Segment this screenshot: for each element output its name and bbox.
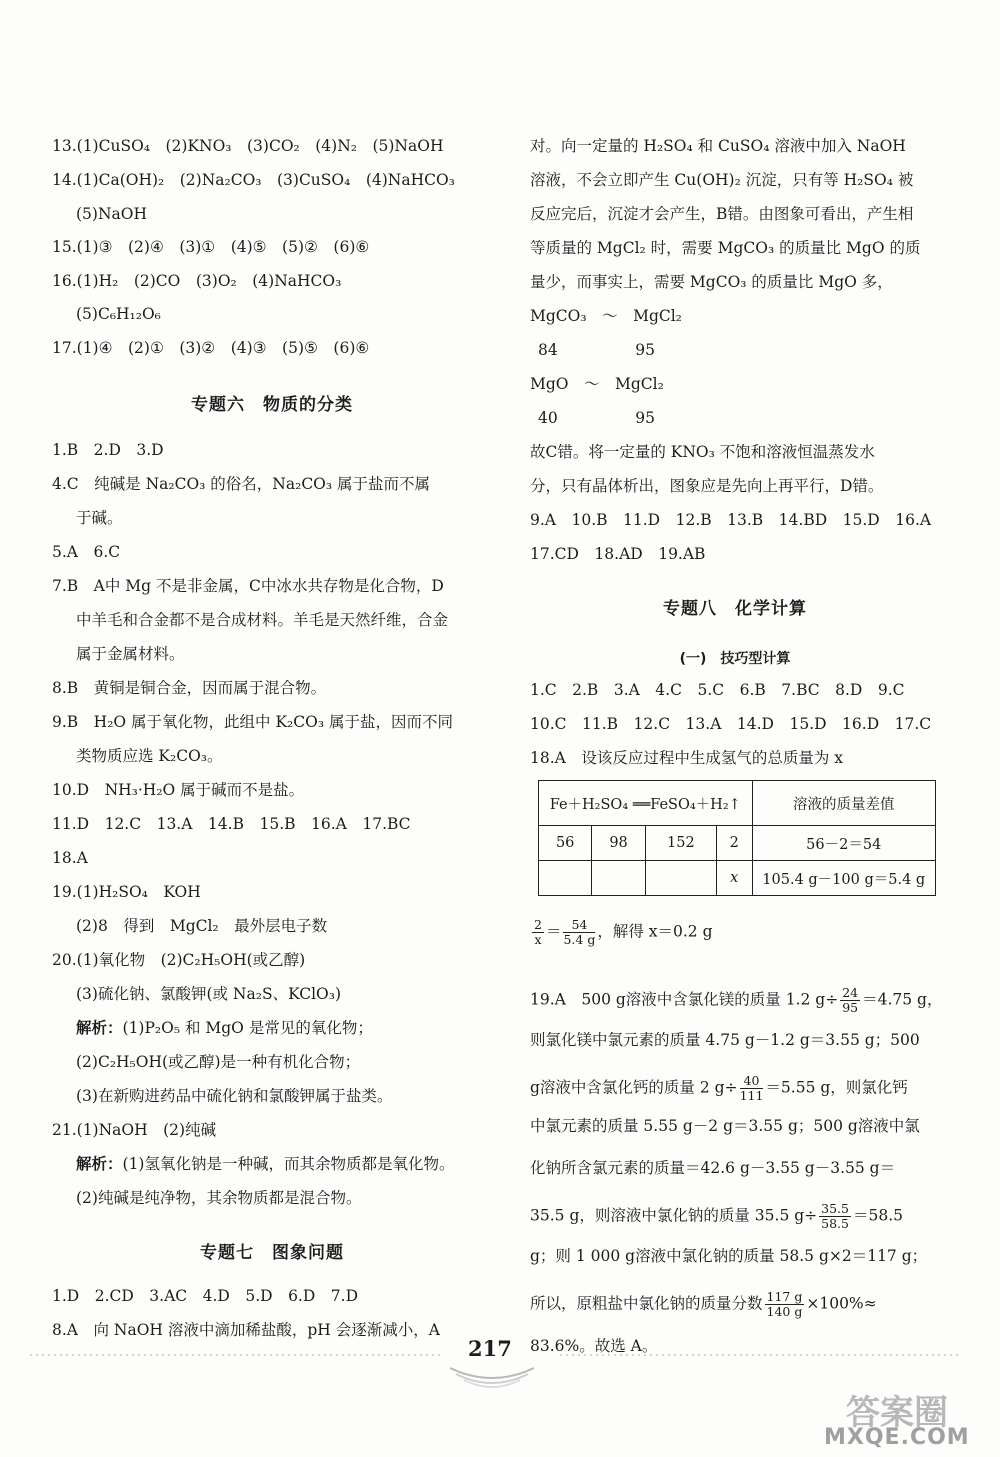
watermark-logo: 答案圈 <box>846 1393 948 1433</box>
answer-line: 反应完后，沉淀才会产生，B错。由图象可看出，产生相 <box>530 205 914 223</box>
analysis-line: 解析：(1)P₂O₅ 和 MgO 是常见的氧化物； <box>76 1018 373 1037</box>
answer-line: g溶液中含氯化钙的质量 2 g÷ $\frac{40}{111}$ ＝5.55 g，则氯化钙 <box>530 1073 908 1103</box>
answer-line: 则氯化镁中氯元素的质量 4.75 g－1.2 g＝3.55 g；500 <box>530 1031 920 1049</box>
table-cell: 152 <box>645 826 716 861</box>
table-header-equation: Fe＋H₂SO₄ ══FeSO₄＋H₂↑ <box>539 781 753 826</box>
answer-line: 1.C 2.B 3.A 4.C 5.C 6.B 7.BC 8.D 9.C <box>530 681 905 699</box>
answer-line: 1.B 2.D 3.D <box>52 441 164 459</box>
formula-line: MgO ～ MgCl₂ <box>530 375 664 393</box>
answer-line: 21.(1)NaOH (2)纯碱 <box>52 1121 217 1139</box>
answer-line: 35.5 g，则溶液中氯化钠的质量 35.5 g÷ $\frac{35.5}{58.5}$ ＝58.5 <box>530 1201 903 1231</box>
answer-line: 化钠所含氯元素的质量＝42.6 g－3.55 g－3.55 g＝ <box>530 1159 896 1177</box>
table-cell: 56 <box>539 826 592 861</box>
answer-line: 8.A 向 NaOH 溶液中滴加稀盐酸，pH 会逐渐减小，A <box>52 1321 440 1339</box>
answer-line: (5)NaOH <box>76 205 147 223</box>
answer-line: 15.(1)③ (2)④ (3)① (4)⑤ (5)② (6)⑥ <box>52 238 370 256</box>
equation-line: $\frac{2}{x}$ ＝ $\frac{54}{5.4 g}$ ，解得 x＝0.2 g <box>534 917 713 947</box>
analysis-line: (2)纯碱是纯净物，其余物质都是混合物。 <box>76 1189 362 1207</box>
fraction: $\frac{40}{111}$ <box>739 1073 764 1103</box>
answer-line: 17.(1)④ (2)① (3)② (4)③ (5)⑤ (6)⑥ <box>52 339 370 357</box>
watermark-site: MXQE.COM <box>824 1425 970 1450</box>
answer-line: 13.(1)CuSO₄ (2)KNO₃ (3)CO₂ (4)N₂ (5)NaOH <box>52 137 444 155</box>
answer-line: 中氯元素的质量 5.55 g－2 g＝3.55 g；500 g溶液中氯 <box>530 1117 920 1135</box>
fraction: $\frac{54}{5.4 g}$ <box>563 917 596 947</box>
answer-line: 16.(1)H₂ (2)CO (3)O₂ (4)NaHCO₃ <box>52 272 342 290</box>
fraction: $\frac{117 g}{140 g}$ <box>766 1289 803 1319</box>
answer-line: g；则 1 000 g溶液中氯化钠的质量 58.5 g×2＝117 g； <box>530 1247 928 1265</box>
answer-line: 分，只有晶体析出，图象应是先向上再平行，D错。 <box>530 477 884 495</box>
formula-line: 84 95 <box>538 341 655 359</box>
answer-line: (3)硫化钠、氯酸钾(或 Na₂S、KClO₃) <box>76 985 342 1003</box>
answer-line: 18.A 设该反应过程中生成氢气的总质量为 x <box>530 749 844 767</box>
answer-line: 属于金属材料。 <box>76 645 185 663</box>
analysis-label: 解析： <box>76 1154 123 1173</box>
analysis-label: 解析： <box>76 1018 123 1037</box>
answer-line: 19.(1)H₂SO₄ KOH <box>52 883 201 901</box>
answer-line: 对。向一定量的 H₂SO₄ 和 CuSO₄ 溶液中加入 NaOH <box>530 137 906 155</box>
analysis-line: (3)在新购进药品中硫化钠和氯酸钾属于盐类。 <box>76 1087 393 1105</box>
calculation-table <box>538 780 936 896</box>
answer-line: 20.(1)氧化物 (2)C₂H₅OH(或乙醇) <box>52 951 306 969</box>
fraction: $\frac{2}{x}$ <box>534 917 542 947</box>
answer-line: 83.6%。故选 A。 <box>530 1337 658 1355</box>
section-heading: 专题八 化学计算 <box>663 599 807 619</box>
answer-line: 4.C 纯碱是 Na₂CO₃ 的俗名，Na₂CO₃ 属于盐而不属 <box>52 475 431 493</box>
answer-line: 1.D 2.CD 3.AC 4.D 5.D 6.D 7.D <box>52 1287 358 1305</box>
table-cell: 56－2＝54 <box>752 826 936 861</box>
answer-line: 溶液，不会立即产生 Cu(OH)₂ 沉淀，只有等 H₂SO₄ 被 <box>530 171 914 189</box>
subsection-heading: (一) 技巧型计算 <box>679 651 791 667</box>
answer-line: 量少，而事实上，需要 MgCO₃ 的质量比 MgO 多， <box>530 273 893 291</box>
answer-line: 7.B A中 Mg 不是非金属，C中冰水共存物是化合物，D <box>52 577 444 595</box>
table-cell <box>645 861 716 896</box>
answer-line: 17.CD 18.AD 19.AB <box>530 545 706 563</box>
answer-line: 10.C 11.B 12.C 13.A 14.D 15.D 16.D 17.C <box>530 715 932 733</box>
table-header-difference: 溶液的质量差值 <box>752 781 936 826</box>
answer-line: 18.A <box>52 849 88 867</box>
fraction: $\frac{35.5}{58.5}$ <box>821 1201 849 1231</box>
fraction: $\frac{24}{95}$ <box>842 985 859 1015</box>
section-heading: 专题六 物质的分类 <box>191 395 353 415</box>
answer-line: 故C错。将一定量的 KNO₃ 不饱和溶液恒温蒸发水 <box>530 443 875 461</box>
answer-line: 9.B H₂O 属于氧化物，此组中 K₂CO₃ 属于盐，因而不同 <box>52 713 453 731</box>
page-number-ornament-icon <box>446 1362 538 1388</box>
analysis-line: 解析：(1)氢氧化钠是一种碱，而其余物质都是氧化物。 <box>76 1154 455 1173</box>
answer-line: 11.D 12.C 13.A 14.B 15.B 16.A 17.BC <box>52 815 411 833</box>
table-cell <box>592 861 645 896</box>
table-cell: x <box>717 861 752 896</box>
answer-line: 5.A 6.C <box>52 543 121 561</box>
answer-line: 于碱。 <box>76 509 123 527</box>
section-heading: 专题七 图象问题 <box>200 1243 344 1263</box>
formula-line: MgCO₃ ～ MgCl₂ <box>530 307 682 325</box>
answer-line: 类物质应选 K₂CO₃。 <box>76 747 223 765</box>
table-cell: 2 <box>717 826 752 861</box>
answer-line: (5)C₆H₁₂O₆ <box>76 305 161 323</box>
answer-line: 中羊毛和合金都不是合成材料。羊毛是天然纤维，合金 <box>76 611 449 629</box>
answer-line: 所以，原粗盐中氯化钠的质量分数 $\frac{117 g}{140 g}$ ×100%≈ <box>530 1289 877 1319</box>
answer-line: (2)8 得到 MgCl₂ 最外层电子数 <box>76 917 328 935</box>
answer-line: 19.A 500 g溶液中含氯化镁的质量 1.2 g÷ $\frac{24}{95}$ ＝4.75 g， <box>530 985 943 1015</box>
table-cell: 105.4 g－100 g＝5.4 g <box>752 861 936 896</box>
answer-line: 等质量的 MgCl₂ 时，需要 MgCO₃ 的质量比 MgO 的质 <box>530 239 921 257</box>
table-cell: 98 <box>592 826 645 861</box>
answer-line: 9.A 10.B 11.D 12.B 13.B 14.BD 15.D 16.A <box>530 511 932 529</box>
page-number: 217 <box>468 1336 512 1361</box>
table-cell <box>539 861 592 896</box>
formula-line: 40 95 <box>538 409 655 427</box>
answer-line: 8.B 黄铜是铜合金，因而属于混合物。 <box>52 679 327 697</box>
analysis-line: (2)C₂H₅OH(或乙醇)是一种有机化合物； <box>76 1053 361 1071</box>
answer-line: 10.D NH₃·H₂O 属于碱而不是盐。 <box>52 781 305 799</box>
answer-line: 14.(1)Ca(OH)₂ (2)Na₂CO₃ (3)CuSO₄ (4)NaHCO₃ <box>52 171 455 189</box>
